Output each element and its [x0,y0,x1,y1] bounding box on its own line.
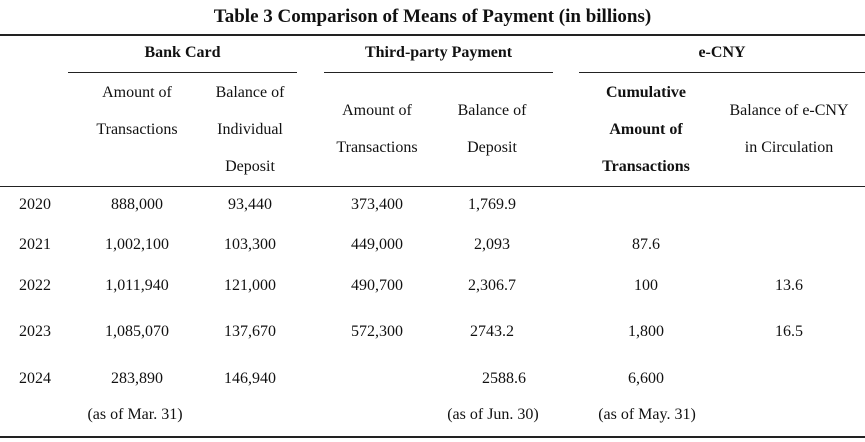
ecny-underline [579,72,865,73]
row-2023-bank-balance: 137,670 [224,323,276,340]
row-2022-tp-balance: 2,306.7 [468,277,516,294]
header-tp-balance: Balance of Deposit [457,102,527,156]
bottom-rule [0,436,865,438]
row-2022-bank-balance: 121,000 [224,277,276,294]
row-2024-tp-balance: 2588.6 [482,370,526,387]
year-2022: 2022 [19,277,51,294]
note-ecny: (as of May. 31) [598,406,696,423]
row-2022-ecny-balance: 13.6 [775,277,803,294]
table-title: Table 3 Comparison of Means of Payment (in billions) [213,6,652,27]
header-bank-balance: Balance of Individual Deposit [215,84,285,175]
row-2020-bank-amount: 888,000 [111,196,163,213]
group-third-party: Third-party Payment [364,44,513,61]
row-2022-tp-amount: 490,700 [351,277,403,294]
row-2021-bank-balance: 103,300 [224,236,276,253]
row-2023-ecny-balance: 16.5 [775,323,803,340]
year-2023: 2023 [19,323,51,340]
row-2021-ecny-cumulative: 87.6 [632,236,660,253]
row-2020-tp-amount: 373,400 [351,196,403,213]
row-2023-ecny-cumulative: 1,800 [628,323,664,340]
row-2021-tp-amount: 449,000 [351,236,403,253]
note-tp: (as of Jun. 30) [447,406,539,423]
row-2021-tp-balance: 2,093 [474,236,510,253]
row-2024-ecny-cumulative: 6,600 [628,370,664,387]
header-bank-amount: Amount of Transactions [96,84,178,138]
header-bottom-rule [0,186,865,187]
header-ecny-balance: Balance of e-CNY in Circulation [729,102,849,156]
header-tp-amount: Amount of Transactions [336,102,418,156]
row-2022-ecny-cumulative: 100 [634,277,658,294]
header-ecny-cumulative: Cumulative Amount of Transactions [602,84,690,175]
year-2024: 2024 [19,370,51,387]
year-2020: 2020 [19,196,51,213]
note-bank: (as of Mar. 31) [87,406,183,423]
row-2023-tp-balance: 2743.2 [470,323,514,340]
group-bank-card: Bank Card [144,44,221,61]
row-2023-bank-amount: 1,085,070 [105,323,169,340]
bank-card-underline [68,72,297,73]
year-2021: 2021 [19,236,51,253]
row-2024-bank-balance: 146,940 [224,370,276,387]
row-2020-bank-balance: 93,440 [228,196,272,213]
row-2021-bank-amount: 1,002,100 [105,236,169,253]
row-2020-tp-balance: 1,769.9 [468,196,516,213]
top-rule [0,34,865,36]
group-ecny: e-CNY [698,44,746,61]
row-2023-tp-amount: 572,300 [351,323,403,340]
row-2024-bank-amount: 283,890 [111,370,163,387]
third-party-underline [324,72,553,73]
row-2022-bank-amount: 1,011,940 [105,277,169,294]
